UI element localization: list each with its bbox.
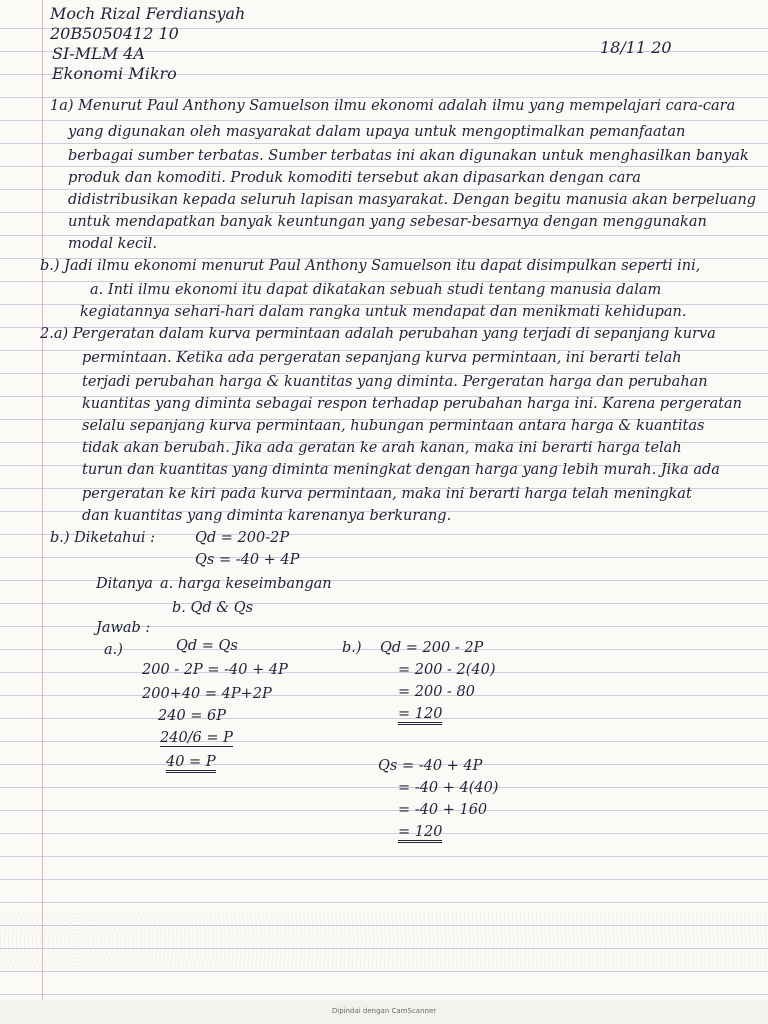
date: 18/11 20 <box>600 38 672 57</box>
qd-step: = 200 - 80 <box>398 684 476 700</box>
qs-equation: Qs = -40 + 4P <box>195 552 300 568</box>
step-a: Qd = Qs <box>176 638 238 654</box>
margin-line <box>42 0 43 1000</box>
scanner-footer: Dipindai dengan CamScanner <box>331 1007 437 1015</box>
qd-result: = 120 <box>398 706 442 725</box>
q1a-line: 1a) Menurut Paul Anthony Samuelson ilmu ekonomi adalah ilmu yang mempelajari cara-cara <box>50 98 736 114</box>
answer-b-label: b.) <box>342 640 362 656</box>
q1a-line: yang digunakan oleh masyarakat dalam upaya untuk mengoptimalkan pemanfaatan <box>68 124 686 140</box>
q1b-line: b.) Jadi ilmu ekonomi menurut Paul Anthony Samuelson itu dapat disimpulkan seperti ini, <box>40 258 701 274</box>
qs-step: = -40 + 160 <box>398 802 488 818</box>
q2a-line: 2.a) Pergeratan dalam kurva permintaan adalah perubahan yang terjadi di sepanjang kurva <box>40 326 716 342</box>
ditanya-label: Ditanya <box>96 576 153 592</box>
q2a-line: permintaan. Ketika ada pergeratan sepanjang kurva permintaan, ini berarti telah <box>82 350 682 366</box>
student-name: Moch Rizal Ferdiansyah <box>50 4 246 23</box>
step-a: 240 = 6P <box>158 708 227 724</box>
scan-noise <box>0 912 768 972</box>
q2a-line: pergeratan ke kiri pada kurva permintaan, maka ini berarti harga telah meningkat <box>82 486 692 502</box>
q2a-line: kuantitas yang diminta sebagai respon terhadap perubahan harga ini. Karena pergeratan <box>82 396 742 412</box>
q1a-line: produk dan komoditi. Produk komoditi tersebut akan dipasarkan dengan cara <box>68 170 641 186</box>
qs-result: = 120 <box>398 824 442 843</box>
q1a-line: didistribusikan kepada seluruh lapisan masyarakat. Dengan begitu manusia akan berpeluang <box>68 192 757 208</box>
q1b-line: kegiatannya sehari-hari dalam rangka untuk mendapat dan menikmati kehidupan. <box>80 304 687 320</box>
answer-a-label: a.) <box>104 642 123 658</box>
step-a: 200+40 = 4P+2P <box>142 686 272 702</box>
qd-step: Qd = 200 - 2P <box>380 640 484 656</box>
answer-p: 40 = P <box>166 754 216 773</box>
qd-equation: Qd = 200-2P <box>195 530 290 546</box>
diketahui-label: b.) Diketahui : <box>50 530 156 546</box>
ditanya-a: a. harga keseimbangan <box>160 576 332 592</box>
q2a-line: dan kuantitas yang diminta karenanya berkurang. <box>82 508 452 524</box>
q2a-line: tidak akan berubah. Jika ada geratan ke arah kanan, maka ini berarti harga telah <box>82 440 682 456</box>
step-a: 240/6 = P <box>160 730 233 746</box>
student-class: SI-MLM 4A <box>52 44 145 63</box>
q1a-line: untuk mendapatkan banyak keuntungan yang sebesar-besarnya dengan menggunakan <box>68 214 707 230</box>
student-nim: 20B5050412 10 <box>50 24 179 43</box>
course-name: Ekonomi Mikro <box>52 64 177 83</box>
q2a-line: turun dan kuantitas yang diminta meningkat dengan harga yang lebih murah. Jika ada <box>82 462 720 478</box>
qd-step: = 200 - 2(40) <box>398 662 496 678</box>
q1b-line: a. Inti ilmu ekonomi itu dapat dikatakan sebuah studi tentang manusia dalam <box>90 282 662 298</box>
step-a: 200 - 2P = -40 + 4P <box>142 662 288 678</box>
qs-step: = -40 + 4(40) <box>398 780 499 796</box>
q1a-line: modal kecil. <box>68 236 158 252</box>
q1a-line: berbagai sumber terbatas. Sumber terbatas ini akan digunakan untuk menghasilkan banyak <box>68 148 749 164</box>
q2a-line: terjadi perubahan harga & kuantitas yang diminta. Pergeratan harga dan perubahan <box>82 374 708 390</box>
ditanya-b: b. Qd & Qs <box>172 600 254 616</box>
q2a-line: selalu sepanjang kurva permintaan, hubungan permintaan antara harga & kuantitas <box>82 418 705 434</box>
jawab-label: Jawab : <box>96 620 151 636</box>
qs-step: Qs = -40 + 4P <box>378 758 483 774</box>
